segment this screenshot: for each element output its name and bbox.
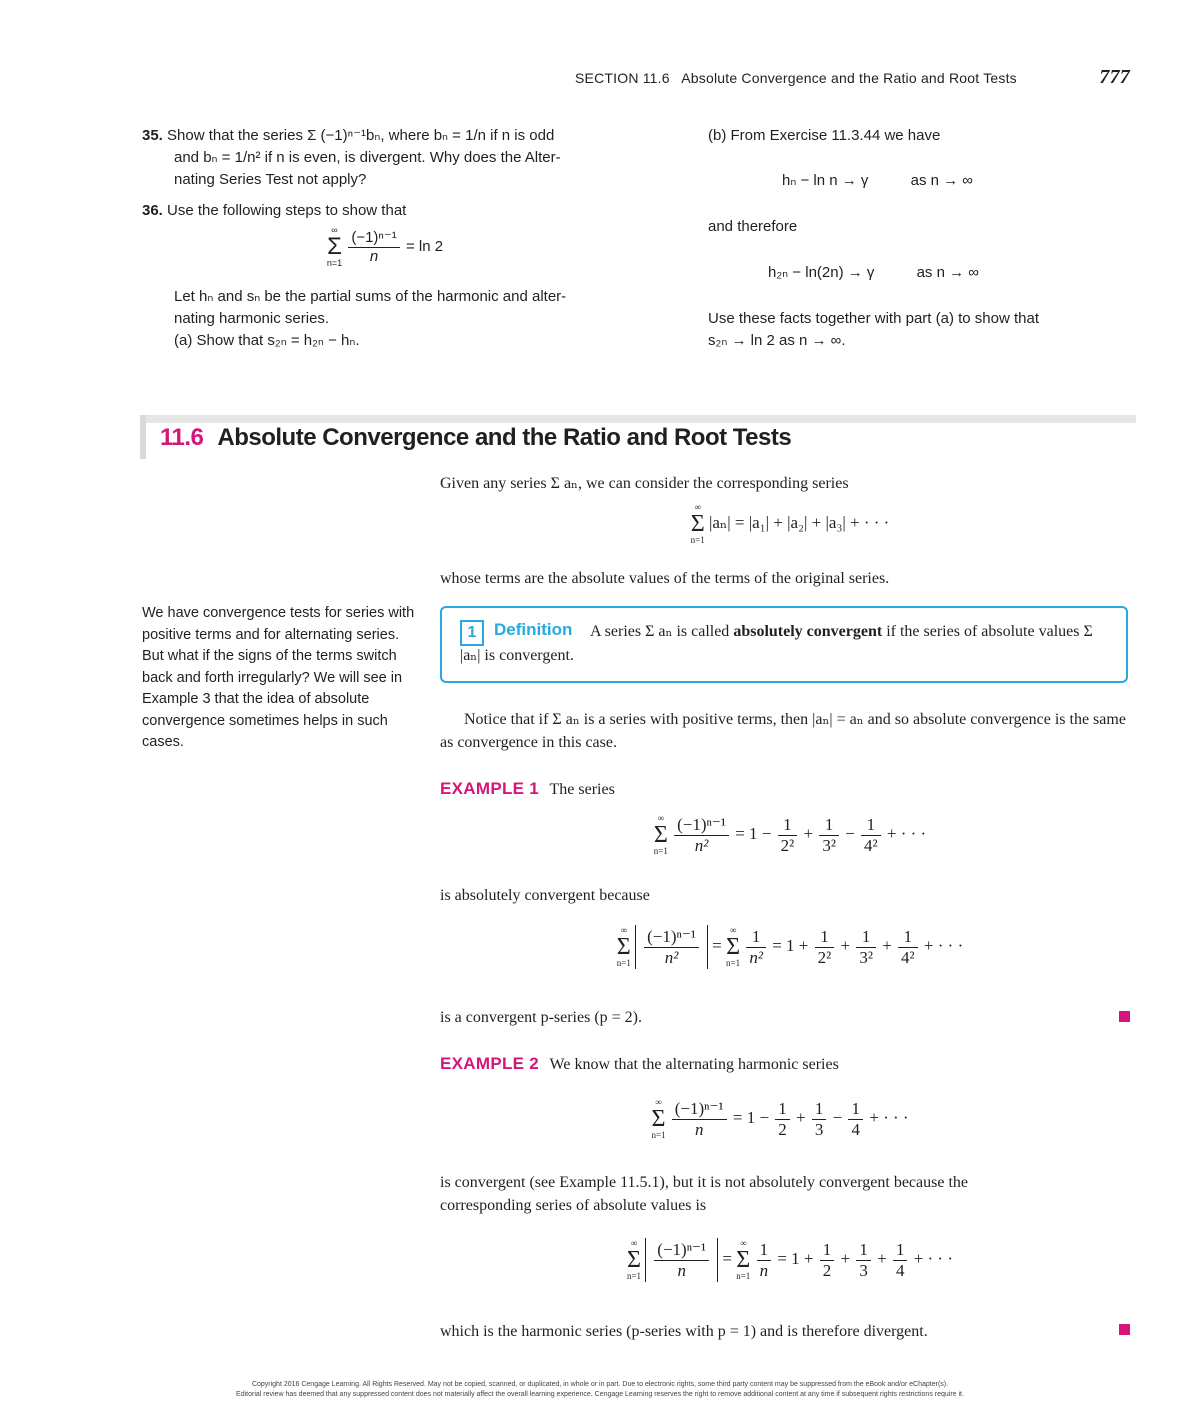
page-number: 777: [1099, 66, 1130, 88]
equation-condition: as n → ∞: [910, 172, 973, 189]
end-of-example-marker: [1119, 1011, 1130, 1022]
example-2-text-line: corresponding series of absolute values is: [440, 1197, 707, 1214]
example-1-equation-2: ∞ Σ n=1 $\frac{\text{(−1)ⁿ⁻¹}}{\text{n²}}$ = ∞ Σ n=1 $\frac{1}{\text{n²}}$ = 1 + $\frac{1}{\text{2²}}$ + $\frac{1}{\text{3²}}$ + $\frac{1}{\text{4²}}$ + · · ·: [616, 925, 964, 969]
fraction-numerator: 1: [898, 927, 918, 948]
part-b-intro: (b) From Exercise 11.3.44 we have: [708, 127, 941, 144]
equation-condition: as n → ∞: [916, 264, 979, 281]
copyright-line: Copyright 2016 Cengage Learning. All Rights Reserved. May not be copied, scanned, or duplicated, in whole or in part. Due to electronic rights, some third party content may be suppressed from the eBook and/or eChapter(s).: [251, 1381, 949, 1388]
fraction-denominator: n²: [664, 947, 679, 967]
example-2-text: We know that the alternating harmonic series: [549, 1056, 839, 1073]
operator: +: [840, 1248, 851, 1268]
operator: +: [796, 1107, 806, 1127]
sigma-symbol: Σ: [616, 934, 631, 961]
fraction-numerator: 1: [775, 1099, 790, 1120]
intro-whose: whose terms are the absolute values of the terms of the original series.: [440, 570, 890, 587]
intro-series-equation: [580, 503, 1000, 545]
part-b-eq2: [768, 262, 979, 284]
definition-box: [440, 606, 1128, 683]
equation-rhs: = 1 −: [732, 1107, 770, 1127]
sigma-symbol: Σ: [736, 1247, 751, 1274]
example-1-heading: [440, 777, 1130, 801]
series-expansion: |aₙ| = |a₁| + |a₂| + |a₃| + · · ·: [708, 512, 890, 532]
equals-sign: =: [712, 935, 722, 955]
definition-text: [460, 620, 1100, 668]
definition-label: Definition: [494, 620, 573, 639]
conclusion-line: Use these facts together with part (a) to show that: [708, 310, 1039, 327]
example-2-label: EXAMPLE 2: [440, 1054, 540, 1073]
fraction-denominator: n²: [694, 835, 709, 855]
absolute-value-bars: [645, 1238, 718, 1282]
equation-rhs: = 1 +: [777, 1248, 814, 1268]
fraction-denominator: 4: [851, 1119, 860, 1139]
fraction-denominator: n: [694, 1119, 704, 1139]
fraction-numerator: 1: [820, 1240, 835, 1261]
sum-lower-limit: n=1: [690, 535, 705, 545]
fraction-numerator: (−1)ⁿ⁻¹: [348, 229, 399, 247]
fraction-denominator: 4²: [864, 835, 878, 855]
example-2-text-line: is convergent (see Example 11.5.1), but it is not absolutely convergent because the: [440, 1174, 969, 1191]
fraction-denominator: 2²: [780, 835, 795, 855]
equation-rhs: = 1 +: [772, 935, 809, 955]
fraction-denominator: n²: [749, 947, 763, 967]
example-1-conclusion: is a convergent p-series (p = 2).: [440, 1009, 642, 1026]
part-b-and-therefore: and therefore: [708, 218, 798, 235]
ex36-body: [174, 286, 614, 352]
sum-upper-limit: ∞: [331, 225, 338, 235]
example-1-text: The series: [549, 781, 615, 798]
header-title: Absolute Convergence and the Ratio and Root Tests: [681, 70, 1017, 86]
fraction-numerator: (−1)ⁿ⁻¹: [654, 1240, 709, 1261]
equation-rhs: = 1 −: [735, 823, 772, 843]
end-of-example-marker: [1119, 1324, 1130, 1335]
absolute-value-bars: [635, 925, 708, 969]
header-section: SECTION 11.6: [575, 70, 670, 86]
running-header: [575, 66, 1130, 88]
sigma-symbol: Σ: [651, 1106, 666, 1132]
exercise-35: [142, 125, 612, 191]
definition-bold-term: absolutely convergent: [733, 623, 883, 640]
sigma-symbol: Σ: [327, 233, 342, 260]
part-b-eq1: [782, 170, 973, 192]
ellipsis: + · · ·: [913, 1248, 954, 1268]
copyright-footer: [0, 1380, 1200, 1400]
fraction-numerator: 1: [778, 815, 798, 836]
section-number: 11.6: [160, 424, 204, 451]
fraction-denominator: 4²: [901, 947, 915, 967]
fraction-numerator: 1: [856, 1240, 871, 1261]
example-1-equation-1: ∞ Σ n=1 $\frac{\text{(−1)ⁿ⁻¹}}{\text{n²}}$ = 1 − $\frac{1}{\text{2²}}$ + $\frac{1}{\text{3²}}$ − $\frac{1}{\text{4²}}$ + · · ·: [653, 813, 927, 856]
fraction-denominator: 2: [822, 1260, 832, 1280]
equation-lhs: hₙ − ln n → γ: [782, 172, 869, 189]
exercise-text: nating Series Test not apply?: [174, 171, 367, 188]
sigma-symbol: Σ: [653, 822, 668, 848]
example-1-label: EXAMPLE 1: [440, 779, 540, 798]
sigma-symbol: Σ: [627, 1247, 641, 1274]
margin-note: We have convergence tests for series with positive terms and for alternating series. But what if the signs of the terms switch back and forth irregularly? We will see in Example 3 that the idea of absolute convergence sometimes helps in such cases.: [142, 605, 415, 750]
sum-upper-limit: ∞: [694, 502, 701, 512]
fraction-numerator: (−1)ⁿ⁻¹: [644, 927, 699, 948]
fraction-denominator: 3: [814, 1119, 824, 1139]
definition-text-b: if the series of absolute values Σ |aₙ| is convergent.: [460, 623, 1093, 664]
exercise-text: and bₙ = 1/n² if n is even, is divergent. Why does the Alter-: [174, 149, 561, 166]
exercise-text: Let hₙ and sₙ be the partial sums of the harmonic and alter-: [174, 288, 567, 305]
fraction-numerator: 1: [819, 815, 839, 836]
exercise-text: Use the following steps to show that: [167, 202, 407, 219]
ellipsis: + · · ·: [923, 935, 964, 955]
fraction-denominator: 4: [895, 1260, 905, 1280]
equation-rhs: = ln 2: [405, 237, 444, 255]
definition-number: 1: [460, 620, 484, 646]
example-2-body: [440, 1171, 1130, 1217]
fraction-denominator: 3²: [822, 835, 836, 855]
fraction-denominator: n: [759, 1260, 769, 1280]
operator: +: [803, 823, 814, 843]
fraction-denominator: 2²: [817, 947, 832, 967]
exercise-number: 36.: [142, 202, 163, 219]
copyright-line: Editorial review has deemed that any suppressed content does not materially affect the overall learning experience. Cengage Learning reserves the right to remove additional content at any time if subsequent rights restrictions require it.: [236, 1391, 964, 1398]
fraction-numerator: (−1)ⁿ⁻¹: [674, 815, 729, 836]
fraction-numerator: 1: [861, 815, 881, 836]
operator: −: [845, 823, 855, 843]
section-title: [160, 424, 791, 452]
exercise-text: Show that the series Σ (−1)ⁿ⁻¹bₙ, where bₙ = 1/n if n is odd: [167, 127, 555, 144]
intro-given: Given any series Σ aₙ, we can consider the corresponding series: [440, 475, 849, 492]
exercise-text: nating harmonic series.: [174, 310, 330, 327]
part-b-conclusion: [708, 308, 1128, 352]
ellipsis: + · · ·: [869, 1107, 909, 1127]
exercise-part-a: (a) Show that s₂ₙ = h₂ₙ − hₙ.: [174, 332, 360, 349]
fraction-numerator: 1: [757, 1240, 772, 1261]
notice-paragraph: Notice that if Σ aₙ is a series with positive terms, then |aₙ| = aₙ and so absolute convergence is the same as convergence in this case.: [440, 711, 1126, 751]
definition-text-a: A series Σ aₙ is called: [590, 623, 734, 640]
fraction-denominator: 3²: [859, 947, 873, 967]
fraction-numerator: 1: [856, 927, 876, 948]
operator: +: [877, 1248, 887, 1268]
conclusion-line: s₂ₙ → ln 2 as n → ∞.: [708, 332, 846, 349]
operator: −: [832, 1107, 843, 1127]
equals-sign: =: [722, 1248, 732, 1268]
fraction-denominator: 2: [778, 1119, 787, 1139]
example-2-equation-1: ∞ Σ n=1 $\frac{\text{(−1)ⁿ⁻¹}}{n}$ = 1 − $\frac{1}{2}$ + $\frac{1}{3}$ − $\frac{1}{4}$ + · · ·: [651, 1097, 909, 1140]
sigma-symbol: Σ: [690, 511, 705, 537]
section-title-text: Absolute Convergence and the Ratio and Root Tests: [217, 424, 792, 451]
fraction-denominator: n: [369, 247, 379, 265]
exercise-number: 35.: [142, 127, 163, 144]
ellipsis: + · · ·: [886, 823, 927, 843]
sigma-symbol: Σ: [726, 934, 741, 961]
fraction-numerator: 1: [893, 1240, 908, 1261]
sum-lower-limit: n=1: [326, 258, 343, 268]
fraction-numerator: (−1)ⁿ⁻¹: [672, 1099, 727, 1120]
fraction-numerator: 1: [812, 1099, 827, 1120]
ex36-equation: [300, 226, 470, 268]
fraction-denominator: n: [677, 1260, 686, 1280]
exercise-36: [142, 200, 612, 222]
example-2-heading: [440, 1052, 1130, 1076]
example-2-equation-2: ∞ Σ n=1 $\frac{\text{(−1)ⁿ⁻¹}}{n}$ = ∞ Σ n=1 $\frac{1}{n}$ = 1 + $\frac{1}{2}$ + $\frac{1}{3}$ + $\frac{1}{4}$ + · · ·: [626, 1238, 954, 1282]
operator: +: [882, 935, 892, 955]
example-2-conclusion: which is the harmonic series (p-series with p = 1) and is therefore divergent.: [440, 1323, 928, 1340]
equation-lhs: h₂ₙ − ln(2n) → γ: [768, 264, 875, 281]
operator: +: [840, 935, 851, 955]
fraction-numerator: 1: [746, 927, 766, 948]
example-1-because: is absolutely convergent because: [440, 887, 650, 904]
fraction-denominator: 3: [859, 1260, 868, 1280]
fraction-numerator: 1: [848, 1099, 863, 1120]
fraction-numerator: 1: [815, 927, 835, 948]
